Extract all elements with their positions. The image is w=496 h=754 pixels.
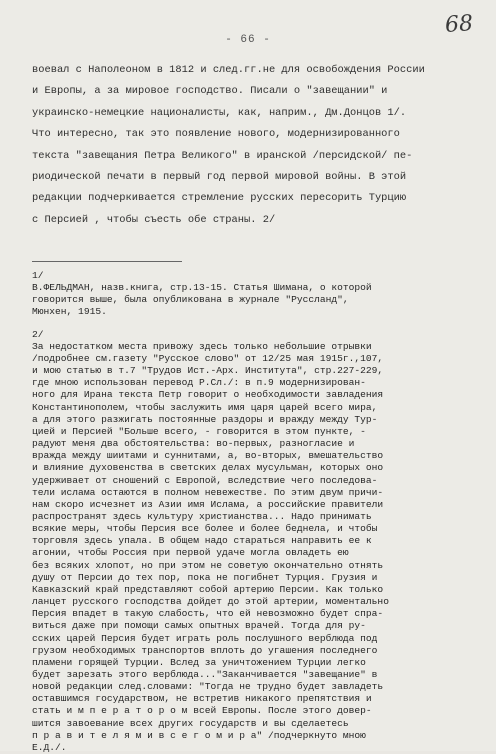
footnote-line: Константинополем, чтобы заслужить имя царя царей всего мира, [32, 401, 378, 413]
footnote-line: В.ФЕЛЬДМАН, назв.книга, стр.13-15. Статья Шимана, о которой [32, 282, 372, 294]
footnote-line: где мною использован перевод Р.Сл./: в п.9 модернизирован- [32, 377, 366, 389]
text-line: Что интересно, так это появление нового, модернизированного [32, 128, 400, 141]
footnotes [32, 270, 482, 754]
footnote-line: Е.Д./. [32, 741, 67, 753]
footnote-line: будет зарезать этого верблюда..."Заканчивается "завещание" в [32, 669, 378, 680]
footnote-line: агонии, чтобы Россия при первой удаче могла овладеть ею [32, 547, 349, 559]
text-line: текста "завещания Петра Великого" в иранской /персидской/ пе- [32, 149, 413, 162]
footnote-line: сских царей Персия будет играть роль послушного верблюда под [32, 632, 378, 644]
footnote-line: Мюнхен, 1915. [32, 306, 107, 318]
footnote-line: а для этого разжигать постоянные раздоры и вражду между Тур- [32, 413, 378, 425]
text-line: редакции подчеркивается стремление русских пересорить Турцию [32, 192, 407, 205]
footnote-line: удерживает от сношений с Европой, вследствие чего последова- [32, 474, 378, 486]
footnote-line: торговля здесь упала. В общем надо стараться направить ее к [32, 535, 372, 547]
footnote-line: вражда между шиитами и суннитами, а, во-вторых, вмешательство [32, 450, 384, 462]
footnote-line: и влияние духовенства в светских делах мусульман, которых оно [32, 462, 384, 474]
footnote-line: виться даже при помощи самых опытных врачей. Тогда для ру- [32, 620, 366, 632]
footnote-line: За недостатком места привожу здесь только небольшие отрывки [32, 340, 372, 352]
text-line: украинско-немецкие националисты, как, наприм., Дм.Донцов 1/. [32, 106, 407, 119]
footnote-line: тели ислама остаются в полном невежестве. По этим двум причи- [32, 486, 384, 498]
footnote-line: душу от Персии до тех пор, пока не погибнет Турция. Грузия и [32, 571, 378, 583]
footnote-line: 1/ [32, 270, 44, 281]
page-number: - 66 - [225, 34, 271, 46]
footnote-line: шится завоевание всех других государств и вы сделаетесь [32, 717, 349, 729]
footnote-line: оставшимся государством, не встретив никакого препятствия и [32, 693, 372, 705]
footnote-line: ного для Ирана текста Петр говорит о необходимости завладения [32, 389, 384, 401]
footnote-line: Кавказский край представляют собой артерию Персии. Как только [32, 583, 384, 595]
archive-page-number: 68 [444, 11, 474, 38]
footnote-gap [32, 319, 482, 329]
footnote-line: /подробнее см.газету "Русское слово" от 12/25 мая 1915г.,107, [32, 352, 384, 364]
footnote-line: п р а в и т е л я м и в с е г о м и р а" /подчеркнуто мною [32, 729, 366, 741]
footnote-line: цией и Персией "Больше всего, - говорится в этом пункте, - [32, 425, 366, 437]
footnote-separator [32, 261, 182, 262]
footnote-line: грузом необходимых транспортов вплоть до угашения последнего [32, 644, 378, 656]
main-text [32, 60, 482, 231]
footnote-line: стать и м п е р а т о р о м всей Европы. После этого довер- [32, 705, 372, 717]
text-line: и Европы, а за мировое господство. Писали о "завещании" и [32, 85, 388, 98]
text-line: риодической печати в первый год первой мировой войны. В этой [32, 171, 407, 184]
footnote-line: новой редакции след.словами: "Тогда не трудно будет завладеть [32, 681, 384, 693]
footnote-line: распространят здесь культуру христианства... Надо принимать [32, 510, 372, 522]
footnote-line: всякие меры, чтобы Персия все более и более беднела, и чтобы [32, 523, 378, 535]
footnote-line: и мою статью в т.7 "Трудов Ист.-Арх. Института", стр.227-229, [32, 365, 384, 377]
footnote-line: нам скоро исчезнет из Азии имя Ислама, а российские правители [32, 498, 384, 510]
footnote-line: радуют меня два обстоятельства: во-первых, разногласие и [32, 438, 355, 450]
footnote-line: Персия впадет в такую слабость, что ей невозможно будет спра- [32, 608, 384, 620]
footnote-line: говорится выше, была опубликована в журнале "Руссланд", [32, 294, 349, 306]
footnote-line: ланцет русского господства дойдет до этой артерии, моментально [32, 596, 389, 608]
footnote-line: пламени горящей Турции. Вслед за уничтожением Турции легко [32, 656, 366, 668]
text-line: с Персией , чтобы съесть обе страны. 2/ [32, 213, 276, 226]
text-line: воевал с Наполеоном в 1812 и след.гг.не для освобождения России [32, 64, 425, 76]
footnote-line: без всяких хлопот, но при этом не советую окончательно отнять [32, 559, 384, 571]
footnote-line: 2/ [32, 328, 44, 340]
